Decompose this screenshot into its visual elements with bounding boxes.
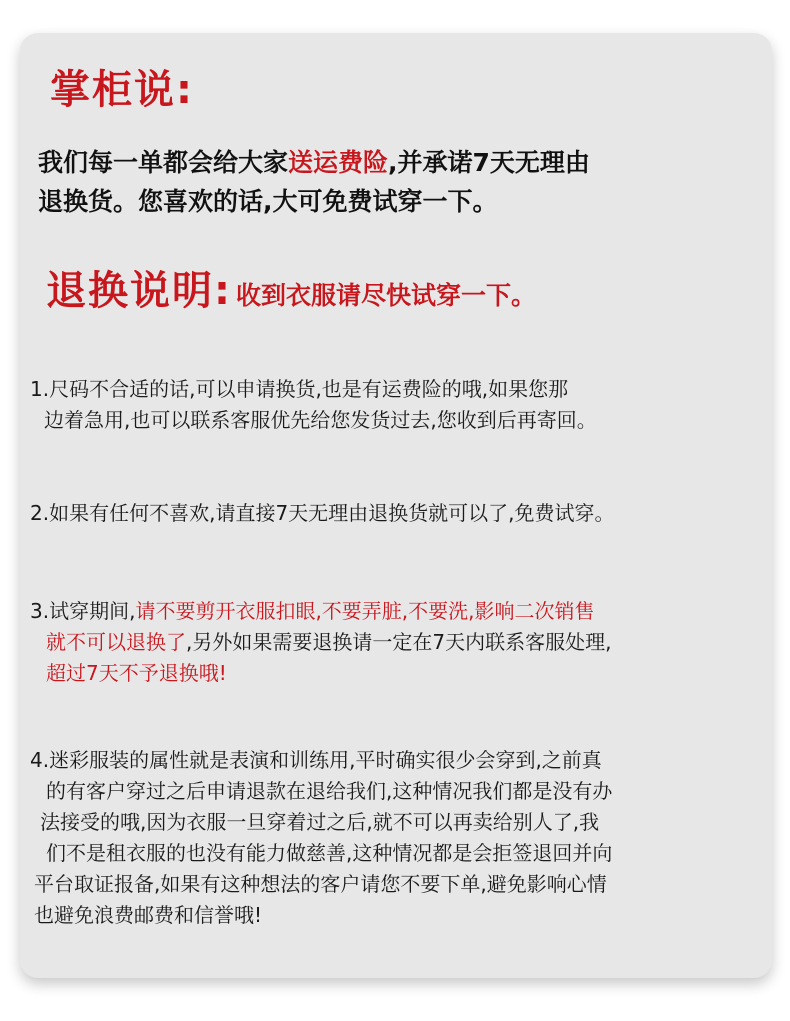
policy-item-3 (30, 596, 765, 689)
policy-item-4-line-2: 的有客户穿过之后申请退款在退给我们,这种情况我们都是没有办 (46, 779, 613, 803)
policy-item-3-line-2 (30, 627, 765, 658)
intro-highlight-shipping-insurance: 送运费险 (288, 148, 389, 177)
policy-item-3-prefix: 3.试穿期间, (30, 599, 136, 623)
policy-item-3-no-return: 就不可以退换了 (46, 630, 186, 654)
policy-item-3-contact: ,另外如果需要退换请一定在7天内联系客服处理, (186, 630, 612, 654)
policy-item-1-line-1: 1.尺码不合适的话,可以申请换货,也是有运费险的哦,如果您那 (30, 377, 569, 401)
policy-item-4-line-1: 4.迷彩服装的属性就是表演和训练用,平时确实很少会穿到,之前真 (30, 748, 602, 772)
intro-text-3: 退换货。您喜欢的话,大可免费试穿一下。 (38, 187, 498, 216)
policy-item-4-line-4: 们不是租衣服的也没有能力做慈善,这种情况都是会拒签退回并向 (46, 841, 613, 865)
policy-item-2 (30, 498, 765, 529)
intro-paragraph (38, 143, 773, 221)
return-policy-heading (46, 268, 537, 314)
policy-item-4-line-3: 法接受的哦,因为衣服一旦穿着过之后,就不可以再卖给别人了,我 (40, 810, 600, 834)
policy-item-4 (30, 745, 765, 931)
policy-item-3-line-3: 超过7天不予退换哦! (46, 661, 227, 685)
return-policy-title: 退换说明: (46, 268, 232, 314)
policy-item-4-line-6: 也避免浪费邮费和信誉哦! (34, 903, 263, 927)
policy-item-3-warning: 请不要剪开衣服扣眼,不要弄脏,不要洗,影响二次销售 (135, 599, 595, 623)
intro-text-1: 我们每一单都会给大家 (38, 148, 289, 177)
intro-text-2: ,并承诺7天无理由 (388, 148, 590, 177)
return-policy-note: 收到衣服请尽快试穿一下。 (236, 281, 537, 310)
policy-item-4-line-5: 平台取证报备,如果有这种想法的客户请您不要下单,避免影响心情 (34, 872, 607, 896)
policy-item-1 (30, 374, 765, 436)
shopkeeper-says-title: 掌柜说: (50, 67, 194, 113)
policy-item-3-line-1 (30, 596, 765, 627)
policy-item-1-line-2: 边着急用,也可以联系客服优先给您发货过去,您收到后再寄回。 (44, 408, 597, 432)
policy-item-2-line-1: 2.如果有任何不喜欢,请直接7天无理由退换货就可以了,免费试穿。 (30, 501, 615, 525)
